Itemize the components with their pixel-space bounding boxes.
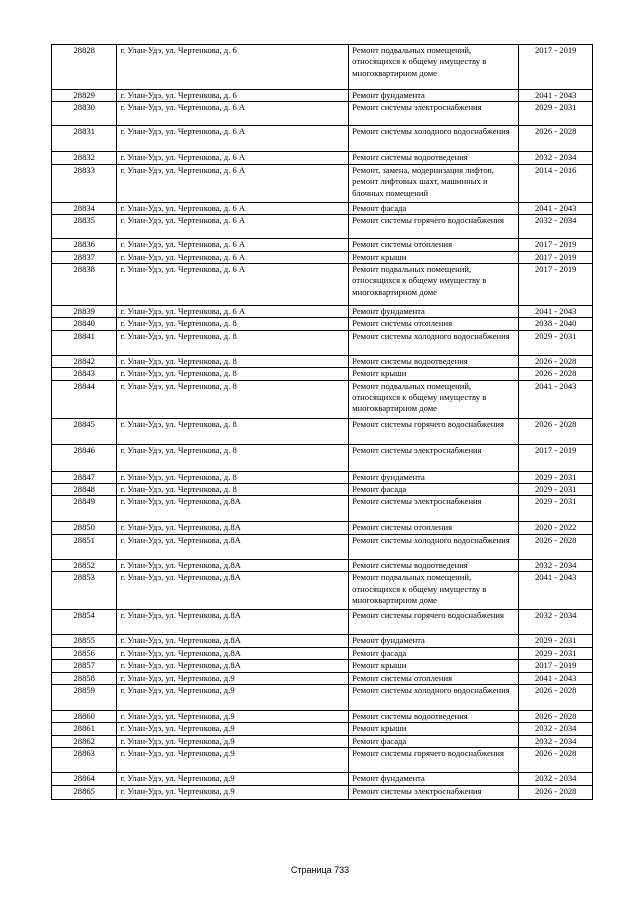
table-row [52, 368, 593, 380]
row-work-type: Ремонт фасада [349, 484, 519, 496]
row-number: 28848 [52, 484, 117, 496]
row-number: 28855 [52, 635, 117, 647]
table-row [52, 380, 593, 418]
row-address: г. Улан-Удэ, ул. Чертенкова, д.9 [117, 723, 349, 735]
table-row [52, 559, 593, 571]
row-address: г. Улан-Удэ, ул. Чертенкова, д. 6 А [117, 102, 349, 126]
table-row [52, 647, 593, 659]
row-number: 28843 [52, 368, 117, 380]
row-period: 2032 - 2034 [519, 723, 593, 735]
row-work-type: Ремонт системы горячего водоснабжения [349, 215, 519, 239]
row-work-type: Ремонт системы холодного водоснабжения [349, 534, 519, 559]
table-row [52, 773, 593, 785]
row-work-type: Ремонт системы холодного водоснабжения [349, 126, 519, 152]
row-period: 2017 - 2019 [519, 45, 593, 90]
row-period: 2026 - 2028 [519, 534, 593, 559]
row-address: г. Улан-Удэ, ул. Чертенкова, д. 8 [117, 418, 349, 444]
row-number: 28854 [52, 610, 117, 635]
row-address: г. Улан-Удэ, ул. Чертенкова, д.8А [117, 647, 349, 659]
table-row [52, 735, 593, 747]
row-address: г. Улан-Удэ, ул. Чертенкова, д.9 [117, 684, 349, 710]
row-number: 28856 [52, 647, 117, 659]
row-work-type: Ремонт крыши [349, 251, 519, 263]
row-address: г. Улан-Удэ, ул. Чертенкова, д. 6 [117, 45, 349, 90]
row-work-type: Ремонт фасада [349, 202, 519, 214]
row-period: 2029 - 2031 [519, 102, 593, 126]
row-number: 28853 [52, 572, 117, 610]
row-period: 2026 - 2028 [519, 368, 593, 380]
table-row [52, 330, 593, 355]
row-number: 28836 [52, 239, 117, 251]
row-work-type: Ремонт подвальных помещений, относящихся к общему имуществу в многоквартирном доме [349, 572, 519, 610]
row-number: 28844 [52, 380, 117, 418]
table-row [52, 534, 593, 559]
row-period: 2017 - 2019 [519, 239, 593, 251]
row-address: г. Улан-Удэ, ул. Чертенкова, д. 6 А [117, 306, 349, 318]
row-address: г. Улан-Удэ, ул. Чертенкова, д.8А [117, 660, 349, 672]
row-period: 2029 - 2031 [519, 635, 593, 647]
table-row [52, 164, 593, 202]
table-row [52, 522, 593, 534]
row-work-type: Ремонт системы отопления [349, 318, 519, 330]
row-period: 2032 - 2034 [519, 152, 593, 164]
row-number: 28860 [52, 710, 117, 722]
table-row [52, 126, 593, 152]
row-work-type: Ремонт крыши [349, 723, 519, 735]
row-address: г. Улан-Удэ, ул. Чертенкова, д. 6 А [117, 251, 349, 263]
table-row [52, 610, 593, 635]
row-number: 28834 [52, 202, 117, 214]
row-work-type: Ремонт системы горячего водоснабжения [349, 610, 519, 635]
row-address: г. Улан-Удэ, ул. Чертенкова, д.9 [117, 773, 349, 785]
row-period: 2041 - 2043 [519, 90, 593, 102]
row-number: 28864 [52, 773, 117, 785]
row-work-type: Ремонт фасада [349, 735, 519, 747]
row-address: г. Улан-Удэ, ул. Чертенкова, д. 6 А [117, 164, 349, 202]
table-row [52, 264, 593, 306]
row-number: 28851 [52, 534, 117, 559]
row-period: 2032 - 2034 [519, 215, 593, 239]
row-number: 28865 [52, 785, 117, 799]
row-address: г. Улан-Удэ, ул. Чертенкова, д.9 [117, 710, 349, 722]
table-row [52, 635, 593, 647]
row-address: г. Улан-Удэ, ул. Чертенкова, д. 8 [117, 444, 349, 471]
table-row [52, 710, 593, 722]
row-number: 28842 [52, 355, 117, 367]
row-work-type: Ремонт системы электроснабжения [349, 785, 519, 799]
row-period: 2026 - 2028 [519, 785, 593, 799]
row-work-type: Ремонт системы водоотведения [349, 355, 519, 367]
table-row [52, 572, 593, 610]
row-work-type: Ремонт подвальных помещений, относящихся к общему имуществу в многоквартирном доме [349, 380, 519, 418]
row-period: 2038 - 2040 [519, 318, 593, 330]
row-address: г. Улан-Удэ, ул. Чертенкова, д.8А [117, 610, 349, 635]
row-period: 2041 - 2043 [519, 672, 593, 684]
table-row [52, 444, 593, 471]
row-number: 28829 [52, 90, 117, 102]
row-work-type: Ремонт системы отопления [349, 522, 519, 534]
row-period: 2026 - 2028 [519, 418, 593, 444]
row-work-type: Ремонт системы отопления [349, 239, 519, 251]
row-period: 2029 - 2031 [519, 471, 593, 483]
row-work-type: Ремонт фундамента [349, 90, 519, 102]
row-work-type: Ремонт системы горячего водоснабжения [349, 748, 519, 773]
row-period: 2032 - 2034 [519, 735, 593, 747]
row-period: 2041 - 2043 [519, 380, 593, 418]
table-row [52, 251, 593, 263]
row-address: г. Улан-Удэ, ул. Чертенкова, д.8А [117, 572, 349, 610]
row-address: г. Улан-Удэ, ул. Чертенкова, д.8А [117, 534, 349, 559]
row-work-type: Ремонт системы водоотведения [349, 152, 519, 164]
row-number: 28832 [52, 152, 117, 164]
table-row [52, 496, 593, 522]
row-period: 2041 - 2043 [519, 572, 593, 610]
row-work-type: Ремонт крыши [349, 660, 519, 672]
row-address: г. Улан-Удэ, ул. Чертенкова, д.8А [117, 635, 349, 647]
row-address: г. Улан-Удэ, ул. Чертенкова, д. 6 А [117, 202, 349, 214]
row-work-type: Ремонт системы холодного водоснабжения [349, 330, 519, 355]
row-period: 2032 - 2034 [519, 610, 593, 635]
row-number: 28863 [52, 748, 117, 773]
row-number: 28852 [52, 559, 117, 571]
table-row [52, 152, 593, 164]
row-work-type: Ремонт системы водоотведения [349, 710, 519, 722]
table-row [52, 660, 593, 672]
row-work-type: Ремонт крыши [349, 368, 519, 380]
row-work-type: Ремонт системы электроснабжения [349, 444, 519, 471]
row-address: г. Улан-Удэ, ул. Чертенкова, д. 6 [117, 90, 349, 102]
table-row [52, 318, 593, 330]
row-number: 28847 [52, 471, 117, 483]
table-row [52, 471, 593, 483]
row-work-type: Ремонт фасада [349, 647, 519, 659]
row-address: г. Улан-Удэ, ул. Чертенкова, д. 6 А [117, 152, 349, 164]
table-row [52, 239, 593, 251]
row-address: г. Улан-Удэ, ул. Чертенкова, д.8А [117, 496, 349, 522]
table-row [52, 684, 593, 710]
table-row [52, 484, 593, 496]
row-number: 28835 [52, 215, 117, 239]
row-number: 28858 [52, 672, 117, 684]
row-period: 2017 - 2019 [519, 251, 593, 263]
row-address: г. Улан-Удэ, ул. Чертенкова, д. 8 [117, 368, 349, 380]
row-address: г. Улан-Удэ, ул. Чертенкова, д. 8 [117, 471, 349, 483]
row-number: 28861 [52, 723, 117, 735]
row-period: 2026 - 2028 [519, 355, 593, 367]
row-address: г. Улан-Удэ, ул. Чертенкова, д.8А [117, 522, 349, 534]
table-row [52, 102, 593, 126]
row-number: 28833 [52, 164, 117, 202]
repair-schedule-table [51, 44, 593, 800]
row-address: г. Улан-Удэ, ул. Чертенкова, д.8А [117, 559, 349, 571]
row-work-type: Ремонт системы водоотведения [349, 559, 519, 571]
row-number: 28862 [52, 735, 117, 747]
row-period: 2029 - 2031 [519, 496, 593, 522]
row-period: 2026 - 2028 [519, 126, 593, 152]
row-work-type: Ремонт фундамента [349, 773, 519, 785]
row-number: 28830 [52, 102, 117, 126]
row-number: 28857 [52, 660, 117, 672]
row-period: 2017 - 2019 [519, 264, 593, 306]
table-row [52, 202, 593, 214]
row-number: 28849 [52, 496, 117, 522]
row-work-type: Ремонт подвальных помещений, относящихся к общему имуществу в многоквартирном доме [349, 264, 519, 306]
row-period: 2032 - 2034 [519, 559, 593, 571]
row-number: 28828 [52, 45, 117, 90]
row-work-type: Ремонт системы холодного водоснабжения [349, 684, 519, 710]
row-work-type: Ремонт фундамента [349, 306, 519, 318]
row-address: г. Улан-Удэ, ул. Чертенкова, д. 8 [117, 318, 349, 330]
row-address: г. Улан-Удэ, ул. Чертенкова, д. 6 А [117, 239, 349, 251]
row-period: 2029 - 2031 [519, 647, 593, 659]
row-address: г. Улан-Удэ, ул. Чертенкова, д.9 [117, 785, 349, 799]
row-period: 2029 - 2031 [519, 484, 593, 496]
page-number: Страница 733 [290, 865, 350, 875]
row-address: г. Улан-Удэ, ул. Чертенкова, д.9 [117, 672, 349, 684]
row-number: 28840 [52, 318, 117, 330]
row-number: 28838 [52, 264, 117, 306]
row-address: г. Улан-Удэ, ул. Чертенкова, д. 8 [117, 484, 349, 496]
row-period: 2017 - 2019 [519, 444, 593, 471]
row-period: 2026 - 2028 [519, 710, 593, 722]
row-address: г. Улан-Удэ, ул. Чертенкова, д. 6 А [117, 126, 349, 152]
row-work-type: Ремонт подвальных помещений, относящихся к общему имуществу в многоквартирном доме [349, 45, 519, 90]
row-period: 2041 - 2043 [519, 306, 593, 318]
row-work-type: Ремонт системы электроснабжения [349, 496, 519, 522]
row-number: 28846 [52, 444, 117, 471]
row-number: 28837 [52, 251, 117, 263]
table-row [52, 90, 593, 102]
row-address: г. Улан-Удэ, ул. Чертенкова, д. 8 [117, 355, 349, 367]
row-number: 28831 [52, 126, 117, 152]
row-period: 2020 - 2022 [519, 522, 593, 534]
row-period: 2041 - 2043 [519, 202, 593, 214]
row-address: г. Улан-Удэ, ул. Чертенкова, д.9 [117, 735, 349, 747]
row-period: 2014 - 2016 [519, 164, 593, 202]
row-period: 2026 - 2028 [519, 684, 593, 710]
row-work-type: Ремонт фундамента [349, 635, 519, 647]
row-work-type: Ремонт системы электроснабжения [349, 102, 519, 126]
row-number: 28850 [52, 522, 117, 534]
row-number: 28841 [52, 330, 117, 355]
row-period: 2017 - 2019 [519, 660, 593, 672]
row-period: 2032 - 2034 [519, 773, 593, 785]
row-period: 2029 - 2031 [519, 330, 593, 355]
row-address: г. Улан-Удэ, ул. Чертенкова, д. 6 А [117, 264, 349, 306]
row-address: г. Улан-Удэ, ул. Чертенкова, д.9 [117, 748, 349, 773]
table-row [52, 355, 593, 367]
row-work-type: Ремонт, замена, модернизация лифтов, ремонт лифтовых шахт, машинных и блочных помещений [349, 164, 519, 202]
row-work-type: Ремонт системы горячего водоснабжения [349, 418, 519, 444]
row-number: 28839 [52, 306, 117, 318]
table-row [52, 45, 593, 90]
table-row [52, 418, 593, 444]
table-row [52, 785, 593, 799]
row-work-type: Ремонт фундамента [349, 471, 519, 483]
table-row [52, 748, 593, 773]
row-address: г. Улан-Удэ, ул. Чертенкова, д. 8 [117, 330, 349, 355]
row-address: г. Улан-Удэ, ул. Чертенкова, д. 6 А [117, 215, 349, 239]
row-period: 2026 - 2028 [519, 748, 593, 773]
table-row [52, 306, 593, 318]
row-work-type: Ремонт системы отопления [349, 672, 519, 684]
table-row [52, 723, 593, 735]
table-row [52, 215, 593, 239]
row-address: г. Улан-Удэ, ул. Чертенкова, д. 8 [117, 380, 349, 418]
table-row [52, 672, 593, 684]
row-number: 28845 [52, 418, 117, 444]
row-number: 28859 [52, 684, 117, 710]
